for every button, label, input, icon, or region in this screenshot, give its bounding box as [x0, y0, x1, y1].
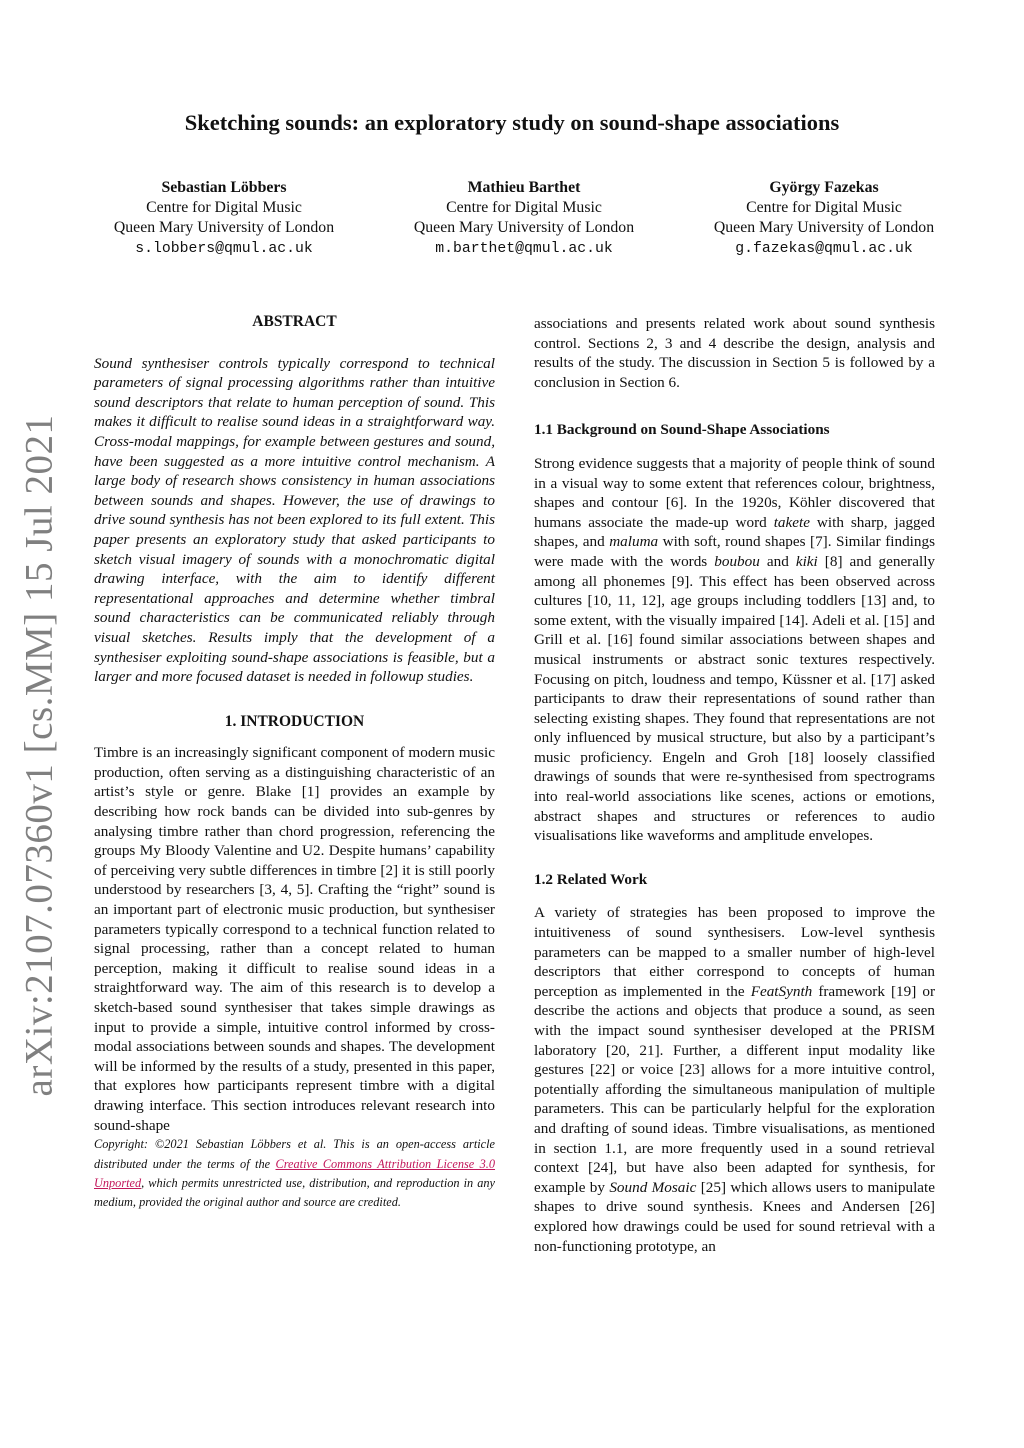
author-name: György Fazekas	[769, 179, 879, 196]
background-text	[534, 454, 935, 846]
author-institution: Queen Mary University of London	[113, 219, 335, 237]
term-sound-mosaic: Sound Mosaic	[609, 1178, 697, 1196]
introduction-heading: 1. INTRODUCTION	[224, 712, 365, 730]
term-maluma: maluma	[609, 533, 659, 551]
license-link[interactable]: Creative Commons Attribution License 3.0 Unported	[94, 1156, 496, 1190]
related-work-text	[534, 903, 935, 1256]
author-affiliation: Centre for Digital Music	[746, 199, 902, 217]
author-institution: Queen Mary University of London	[713, 219, 935, 237]
term-boubou: boubou	[714, 552, 760, 570]
background-text-part: with soft, round shapes [7]. Similar findings were made with the words	[534, 533, 935, 570]
term-takete: takete	[773, 513, 810, 531]
arxiv-identifier[interactable]: arXiv:2107.07360v1 [cs.MM] 15 Jul 2021	[17, 414, 61, 1096]
background-text-part: with sharp, jagged shapes, and	[534, 513, 935, 551]
paper-title: Sketching sounds: an exploratory study on sound-shape associations	[184, 110, 840, 135]
copyright-text-after: , which permits unrestricted use, distribution, and reproduction in any medium, provided the original author and source are credited.	[94, 1175, 495, 1210]
author-block	[674, 178, 974, 259]
author-institution: Queen Mary University of London	[413, 219, 635, 237]
author-block	[374, 178, 674, 259]
author-email[interactable]: g.fazekas@qmul.ac.uk	[735, 240, 913, 257]
term-kiki: kiki	[795, 552, 818, 570]
related-work-text-part: framework [19] or describe the actions and objects that produce a sound, as seen with the impact sound synthesiser developed at the PRISM laboratory [20, 21]. Further, a different input modality like gestures [22] or voice [23] allows for a more intuitive control, potentially affording the simultaneous manipulation of multiple parameters. This can be particularly helpful for the exploration and drafting of sound ideas. Timbre visualisations, as mentioned in section 1.1, are more frequently used in a sound retrieval context [24], but have also been adapted for synthesis, for example by	[534, 982, 936, 1196]
abstract-text: Sound synthesiser controls typically correspond to technical parameters of signal processing algorithms rather than intuitive sound descriptors that relate to human perception of sound. This makes it difficult to realise sound ideas in a straightforward way. Cross-modal mappings, for example between gestures and sound, have been suggested as a more intuitive control mechanism. A large body of research shows consistency in human associations between sounds and shapes. However, the use of drawings to drive sound synthesis has not been explored to its full extent. This paper presents an exploratory study that asked participants to sketch visual imagery of sounds with a monochromatic digital drawing interface, with the aim to identify different representational approaches and determine whether timbral sound characteristics can be communicated reliably through visual sketches. Results imply that the development of a synthesiser exploiting sound-shape associations is feasible, but a larger and more focused dataset is needed in followup studies.	[94, 354, 495, 686]
author-email[interactable]: m.barthet@qmul.ac.uk	[435, 240, 613, 257]
copyright-notice	[94, 1135, 495, 1213]
abstract-heading: ABSTRACT	[252, 313, 337, 330]
right-column	[534, 314, 935, 1256]
left-column	[94, 312, 495, 1213]
background-text-part: Strong evidence suggests that a majority of people think of sound in a visual way to some extent that references colour, brightness, shapes and contour [6]. In the 1920s, Köhler discovered that humans associate the made-up word	[534, 454, 935, 531]
author-affiliation: Centre for Digital Music	[146, 199, 302, 217]
arxiv-stamp	[14, 414, 64, 1096]
author-name: Mathieu Barthet	[467, 179, 581, 196]
related-work-heading: 1.2 Related Work	[534, 870, 648, 888]
author-name: Sebastian Löbbers	[161, 179, 287, 196]
background-heading: 1.1 Background on Sound-Shape Associations	[534, 421, 830, 439]
author-block	[74, 178, 374, 259]
term-featsynth: FeatSynth	[750, 982, 813, 1000]
copyright-text-before: Copyright: ©2021 Sebastian Löbbers et al. This is an open-access article distributed under the terms of the	[94, 1137, 495, 1171]
related-work-text-part: A variety of strategies has been proposed to improve the intuitiveness of sound synthesisers. Low-level synthesis parameters can be mapped to a smaller number of high-level descriptors that either correspond to concepts of human perception as implemented in the	[534, 904, 935, 1000]
introduction-text: Timbre is an increasingly significant component of modern music production, often serving as a distinguishing characteristic of an artist’s style or genre. Blake [1] provides an example by describing how rock bands can be divided into sub-genres by analysing timbre rather than chord progression, referencing the groups My Bloody Valentine and U2. Despite humans’ capability of perceiving very subtle differences in timbre [2] it is still poorly understood by researchers [3, 4, 5]. Crafting the “right” sound is an important part of electronic music production, but synthesiser parameters typically correspond to a technical function related to signal processing, rather than a concept related to human perception, making it difficult to realise sound ideas in a straightforward way. The aim of this research is to develop a sketch-based sound synthesiser that takes simple drawings as input to provide a simple, intuitive control informed by cross-modal associations between sounds and shapes. The development will be informed by the results of a study, presented in this paper, that explores how participants represent timbre with a digital drawing interface. This section introduces relevant research into sound-shape	[94, 744, 495, 1134]
introduction-continuation: associations and presents related work about sound synthesis control. Sections 2, 3 and 4 describe the design, analysis and results of the study. The discussion in Section 5 is followed by a conclusion in Section 6.	[534, 315, 935, 391]
background-text-part: and	[759, 552, 796, 570]
background-text-part: [8] and generally among all phonemes [9]. This effect has been observed across cultures [10, 11, 12], age groups including toddlers [13] and, to some extent, with the visually impaired [14]. Adeli et al. [15] and Grill et al. [16] found similar associations between shapes and musical instruments or abstract sonic textures respectively. Focusing on pitch, loudness and tempo, Küssner et al. [17] asked participants to draw their representations of sound rather than selecting existing shapes. They found that representations are not only influenced by musical structure, but also by a participant’s music proficiency. Engeln and Groh [18] loosely classified drawings of sounds that were re-synthesised from spectrograms into real-world associations like scenes, actions or emotions, abstract shapes and structures or references to audio visualisations like waveforms and amplitude envelopes.	[534, 552, 936, 845]
author-affiliation: Centre for Digital Music	[446, 199, 602, 217]
related-work-text-part: [25] which allows users to manipulate shapes to drive sound synthesis. Knees and Andersen [26] explored how drawings could be used for sound retrieval with a non-functioning prototype, an	[534, 1178, 935, 1255]
author-email[interactable]: s.lobbers@qmul.ac.uk	[135, 240, 313, 257]
